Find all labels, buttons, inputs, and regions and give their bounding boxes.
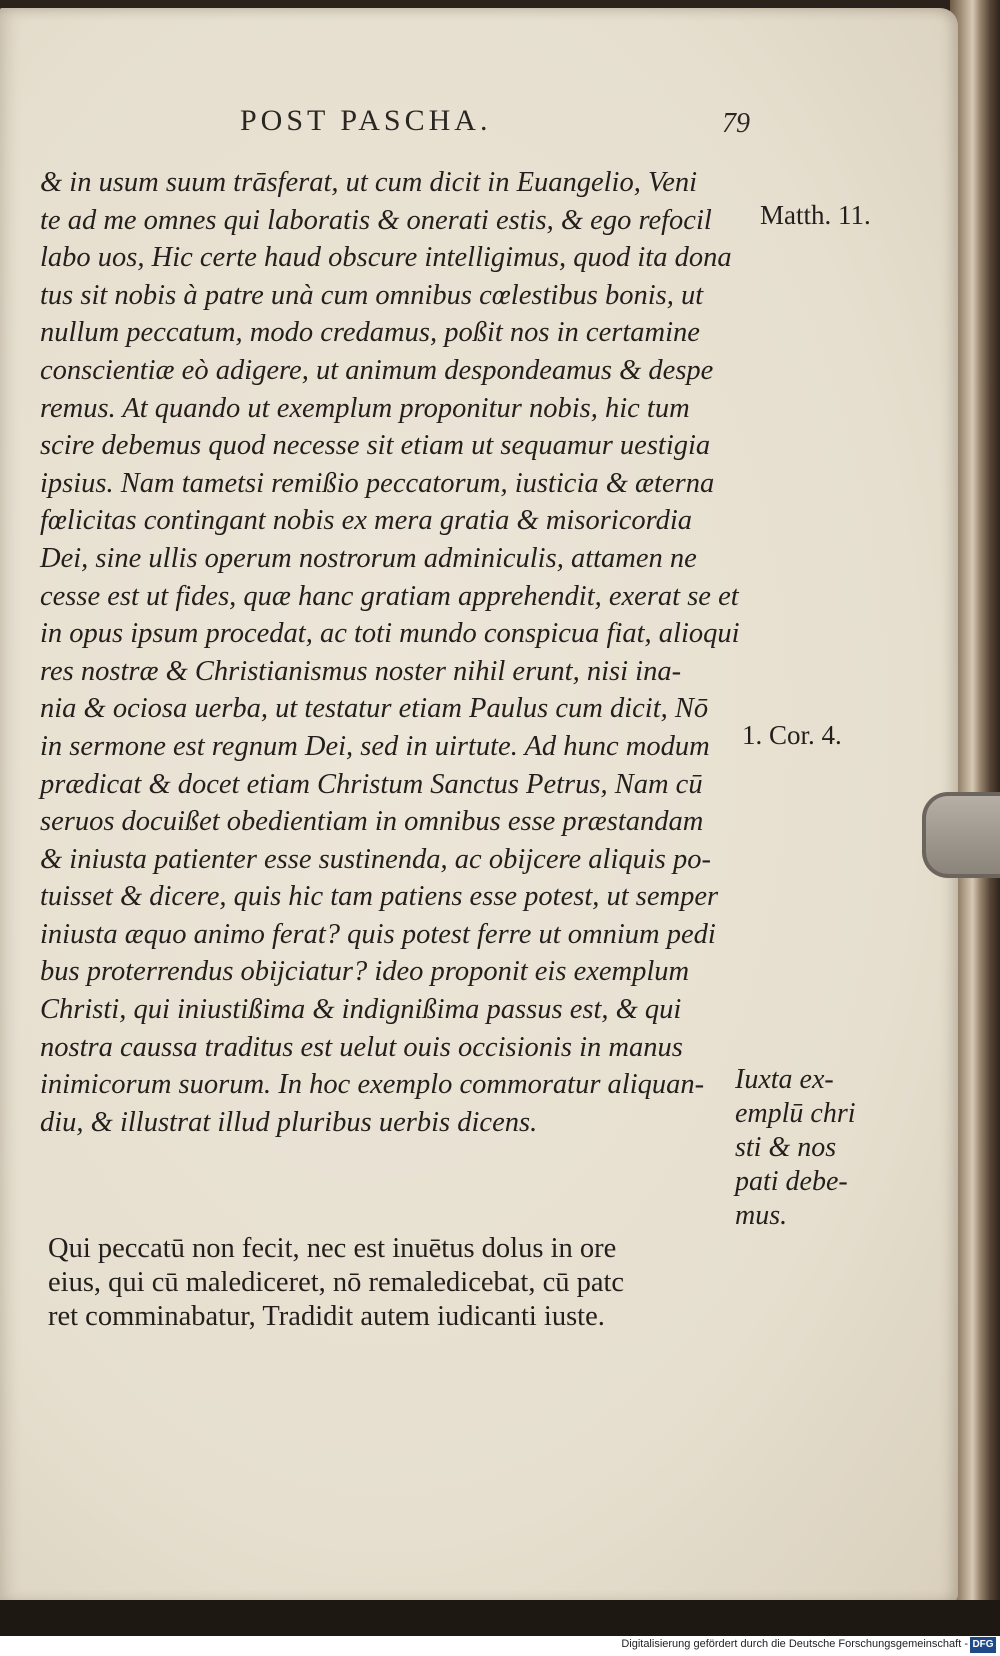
- quote-line: eius, qui cū malediceret, nō remaledicebat, cū patc: [48, 1267, 625, 1298]
- text-line: ipsius. Nam tametsi remißio peccatorum, iusticia & æterna: [40, 467, 715, 499]
- text-line: fœlicitas contingant nobis ex mera gratia & misoricordia: [40, 505, 693, 537]
- text-line: diu, & illustrat illud pluribus uerbis dicens.: [40, 1106, 538, 1138]
- text-line: res nostræ & Christianismus noster nihil erunt, nisi ina-: [40, 655, 682, 687]
- note-line: Iuxta ex-: [735, 1064, 834, 1095]
- note-line: sti & nos: [735, 1132, 837, 1163]
- text-line: Christi, qui iniustißima & indignißima passus est, & qui: [40, 994, 682, 1026]
- body-text: [40, 164, 760, 1141]
- note-line: mus.: [735, 1200, 788, 1231]
- marginal-note-matth: Matth. 11.: [760, 200, 871, 230]
- text-line: seruos docuißet obedientiam in omnibus esse præstandam: [40, 806, 704, 838]
- scripture-quote: [48, 1232, 758, 1334]
- text-line: tuisset & dicere, quis hic tam patiens esse potest, ut semper: [40, 881, 719, 913]
- text-line: prædicat & docet etiam Christum Sanctus Petrus, Nam cū: [40, 768, 703, 800]
- text-line: labo uos, Hic certe haud obscure intelligimus, quod ita dona: [40, 242, 732, 274]
- marginal-note-iuxta: [735, 1063, 856, 1233]
- text-line: in opus ipsum procedat, ac toti mundo conspicua fiat, alioqui: [40, 618, 740, 650]
- running-title: POST PASCHA.: [240, 104, 492, 137]
- text-line: remus. At quando ut exemplum proponitur nobis, hic tum: [40, 392, 690, 424]
- text-line: & iniusta patienter esse sustinenda, ac obijcere aliquis po-: [40, 843, 711, 875]
- text-line: bus proterrendus obijciatur? ideo proponit eis exemplum: [40, 956, 690, 988]
- text-line: Dei, sine ullis operum nostrorum adminiculis, attamen ne: [40, 542, 697, 574]
- text-line: & in usum suum trāsferat, ut cum dicit in Euangelio, Veni: [40, 167, 698, 198]
- text-line: cesse est ut fides, quæ hanc gratiam apprehendit, exerat se et: [40, 580, 739, 612]
- text-line: te ad me omnes qui laboratis & onerati estis, & ego refocil: [40, 204, 712, 236]
- text-line: nostra caussa traditus est uelut ouis occisionis in manus: [40, 1031, 683, 1063]
- text-line: nia & ociosa uerba, ut testatur etiam Paulus cum dicit, Nō: [40, 693, 709, 725]
- quote-line: ret comminabatur, Tradidit autem iudicanti iuste.: [48, 1301, 605, 1332]
- text-line: inimicorum suorum. In hoc exemplo commoratur aliquan-: [40, 1069, 705, 1101]
- text-line: nullum peccatum, modo credamus, poßit nos in certamine: [40, 317, 700, 349]
- marginal-note-cor: 1. Cor. 4.: [742, 720, 842, 750]
- page-number: 79: [722, 108, 750, 139]
- text-line: in sermone est regnum Dei, sed in uirtute. Ad hunc modum: [40, 730, 710, 762]
- footer-credit: Digitalisierung gefördert durch die Deutsche Forschungsgemeinschaft -: [621, 1638, 968, 1650]
- text-line: tus sit nobis à patre unà cum omnibus cœlestibus bonis, ut: [40, 279, 704, 311]
- note-line: emplū chri: [735, 1098, 856, 1129]
- text-line: conscientiæ eò adigere, ut animum despondeamus & despe: [40, 354, 714, 386]
- dfg-logo: DFG: [970, 1637, 996, 1653]
- text-line: scire debemus quod necesse sit etiam ut sequamur uestigia: [40, 430, 711, 462]
- text-line: iniusta æquo animo ferat? quis potest ferre ut omnium pedi: [40, 918, 716, 950]
- note-line: pati debe-: [735, 1166, 848, 1197]
- book-clasp: [922, 792, 1000, 878]
- quote-line: Qui peccatū non fecit, nec est inuētus dolus in ore: [48, 1233, 617, 1264]
